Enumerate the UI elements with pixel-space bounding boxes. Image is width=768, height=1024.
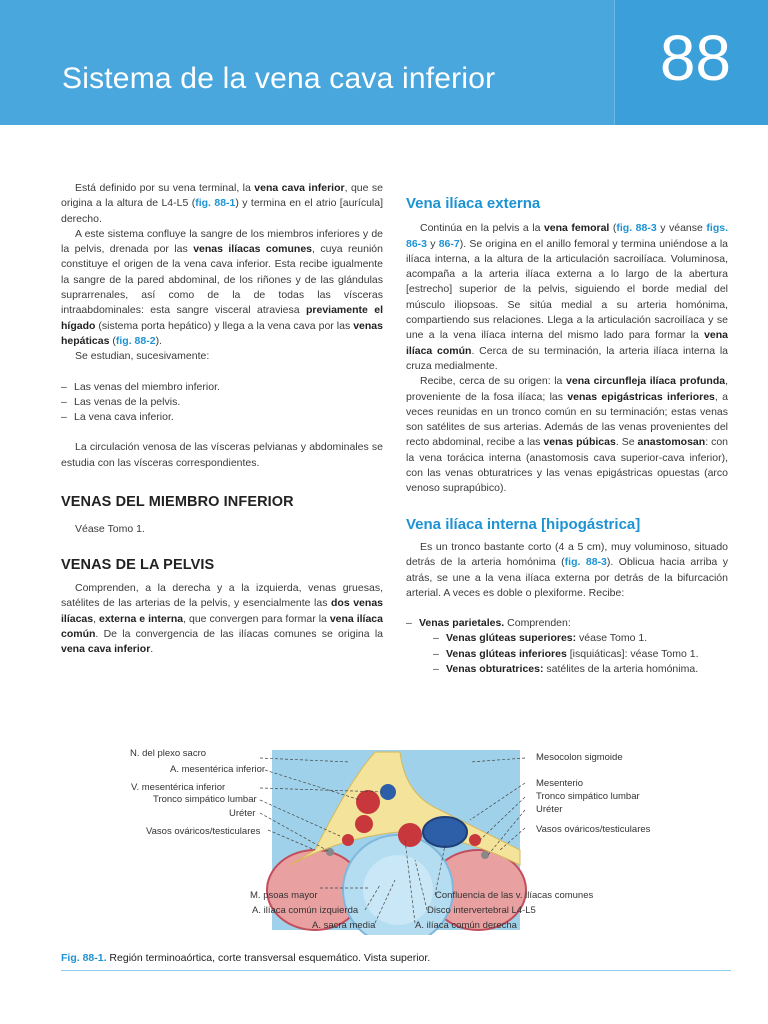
list-item: – Venas obturatrices: satélites de la arteria homónima. bbox=[433, 662, 728, 677]
artery-vessel bbox=[342, 834, 354, 846]
figure-label: Confluencia de las v. ilíacas comunes bbox=[435, 890, 594, 901]
list-item: – Venas glúteas inferiores [isquiáticas]: véase Tomo 1. bbox=[433, 647, 728, 662]
artery-vessel bbox=[355, 815, 373, 833]
left-column bbox=[61, 181, 383, 657]
right-column bbox=[406, 196, 728, 677]
chapter-number: 88 bbox=[659, 22, 731, 94]
section-heading: VENAS DE LA PELVIS bbox=[61, 556, 215, 573]
paragraph: Véase Tomo 1. bbox=[75, 523, 145, 536]
figure-label: A. ilíaca común izquierda bbox=[252, 905, 359, 916]
figure-caption: Fig. 88-1. Región terminoaórtica, corte transversal esquemático. Vista superior. bbox=[61, 952, 431, 964]
list-item: – Venas glúteas superiores: véase Tomo 1. bbox=[433, 631, 728, 646]
paragraph: La circulación venosa de las vísceras pelvianas y abdominales se estudia con las vísceras correspondientes. bbox=[61, 441, 383, 469]
figure-label: Vasos ováricos/testiculares bbox=[536, 824, 651, 835]
anatomy-figure bbox=[130, 740, 660, 935]
paragraph: Continúa en la pelvis a la vena femoral (fig. 88-3 y véanse figs. 86-3 y 86-7). Se origina en el anillo femoral y termina uniéndose a la ilíaca interna, a la altura de la articulación sacroilíaca. Voluminosa, acompaña a la arteria ilíaca externa a lo largo de la abertura [estrecho] superior de la pelvis, siguiendo el borde medial del músculo iliopsoas. Se sitúa medial a su arteria homónima, compartiendo sus relaciones. Llega a la articulación sacroilíaca y se une a la vena ilíaca interna del mismo lado para formar la vena ilíaca común. Cerca de su terminación, la arteria ilíaca interna la cruza medialmente. bbox=[406, 222, 728, 372]
figure-label: Vasos ováricos/testiculares bbox=[146, 826, 261, 837]
figure-label: Tronco simpático lumbar bbox=[536, 791, 640, 802]
figure-link[interactable]: fig. 88-2 bbox=[115, 334, 156, 347]
figure-link[interactable]: fig. 88-3 bbox=[616, 222, 657, 235]
iliac-confluence bbox=[423, 817, 467, 847]
section-heading: VENAS DEL MIEMBRO INFERIOR bbox=[61, 494, 294, 511]
intro-paragraph: Está definido por su vena terminal, la vena cava inferior, que se origina a la altura de L4-L5 (fig. 88-1) y termina en el atrio [aurícula] derecho. bbox=[61, 182, 383, 225]
ureter bbox=[481, 851, 489, 859]
artery-vessel bbox=[356, 790, 380, 814]
list-item: – La vena cava inferior. bbox=[61, 410, 383, 425]
figure-label: Uréter bbox=[536, 804, 563, 815]
figure-label: N. del plexo sacro bbox=[130, 748, 207, 759]
footer-divider bbox=[61, 970, 731, 971]
paragraph: A este sistema confluye la sangre de los miembros inferiores y de la pelvis, drenada por las venas ilíacas comunes, cuya reunión constituye el origen de la vena cava inferior. Esta recibe igualmente la sangre de la pared abdominal, de los riñones y de las glándulas suprarrenales, así como de la de todas las vísceras intraabdominales: esta sangre visceral atraviesa previamente el hígado (sistema porta hepático) y llega a la vena cava por las venas hepáticas (fig. 88-2). bbox=[61, 227, 383, 347]
figure-label: A. sacra media bbox=[312, 920, 376, 931]
paragraph: Comprenden, a la derecha y a la izquierda, venas gruesas, satélites de las arterias de la pelvis, y esencialmente las dos venas ilíacas, externa e interna, que convergen para formar la vena ilíaca común. De la convergencia de las ilíacas comunes se origina la vena cava inferior. bbox=[61, 581, 383, 656]
chapter-header bbox=[0, 0, 768, 125]
figure-label: V. mesentérica inferior bbox=[131, 782, 226, 793]
subsection-heading: Vena ilíaca interna [hipogástrica] bbox=[406, 515, 641, 533]
study-list bbox=[61, 380, 383, 426]
list-item: – Las venas del miembro inferior. bbox=[61, 380, 383, 395]
figure-label: Mesocolon sigmoide bbox=[536, 752, 623, 763]
artery-vessel bbox=[469, 834, 481, 846]
list-item: – Las venas de la pelvis. bbox=[61, 395, 383, 410]
figure-link[interactable]: fig. 88-1 bbox=[195, 197, 236, 210]
figure-label: M. psoas mayor bbox=[250, 890, 318, 901]
figure-label: A. mesentérica inferior bbox=[170, 764, 266, 775]
paragraph: Es un tronco bastante corto (4 a 5 cm), muy voluminoso, situado detrás de la arteria homónima (fig. 88-3). Oblicua hacia arriba y atrás, se une a la vena ilíaca externa por detrás de la bifurcación arterial. A veces es doble o plexiforme. Recibe: bbox=[406, 540, 728, 599]
figure-label: A. ilíaca común derecha bbox=[415, 920, 517, 931]
figure-label: Disco intervertebral L4-L5 bbox=[427, 905, 536, 916]
sub-list bbox=[433, 631, 728, 677]
paragraph: Recibe, cerca de su origen: la vena circunfleja ilíaca profunda, proveniente de la fosa ilíaca; las venas epigástricas inferiores, a veces reunidas en un tronco común en su terminación; estas venas son satélites de sus arterias. Además de las venas provenientes del recto abdominal, recibe a las venas púbicas. Se anastomosan: con la vena torácica interna (anastomosis cava superior-cava inferior), con las venas obturatrices y las venas epigástricas opuestas (arco venoso suprapúbico). bbox=[406, 375, 728, 495]
paragraph: Se estudian, sucesivamente: bbox=[75, 350, 210, 363]
figure-label: Tronco simpático lumbar bbox=[153, 794, 257, 805]
tributaries-list bbox=[406, 616, 728, 677]
figure-label: Uréter bbox=[229, 808, 256, 819]
figure-link[interactable]: 86-7 bbox=[438, 237, 460, 250]
figure-link[interactable]: fig. 88-3 bbox=[564, 556, 607, 569]
list-item: – Venas parietales. Comprenden: – Venas glúteas superiores: véase Tomo 1. – Venas glúteas inferiores [isquiáticas]: véase Tomo 1. – Venas obturatrices: satélites de la arteria homónima. bbox=[406, 616, 728, 677]
chapter-number-box bbox=[614, 0, 768, 125]
figure-label: Mesenterio bbox=[536, 778, 583, 789]
artery-vessel bbox=[398, 823, 422, 847]
figure-link[interactable]: figs. 86-3 bbox=[406, 222, 728, 250]
subsection-heading: Vena ilíaca externa bbox=[406, 195, 541, 212]
chapter-title: Sistema de la vena cava inferior bbox=[62, 62, 496, 95]
